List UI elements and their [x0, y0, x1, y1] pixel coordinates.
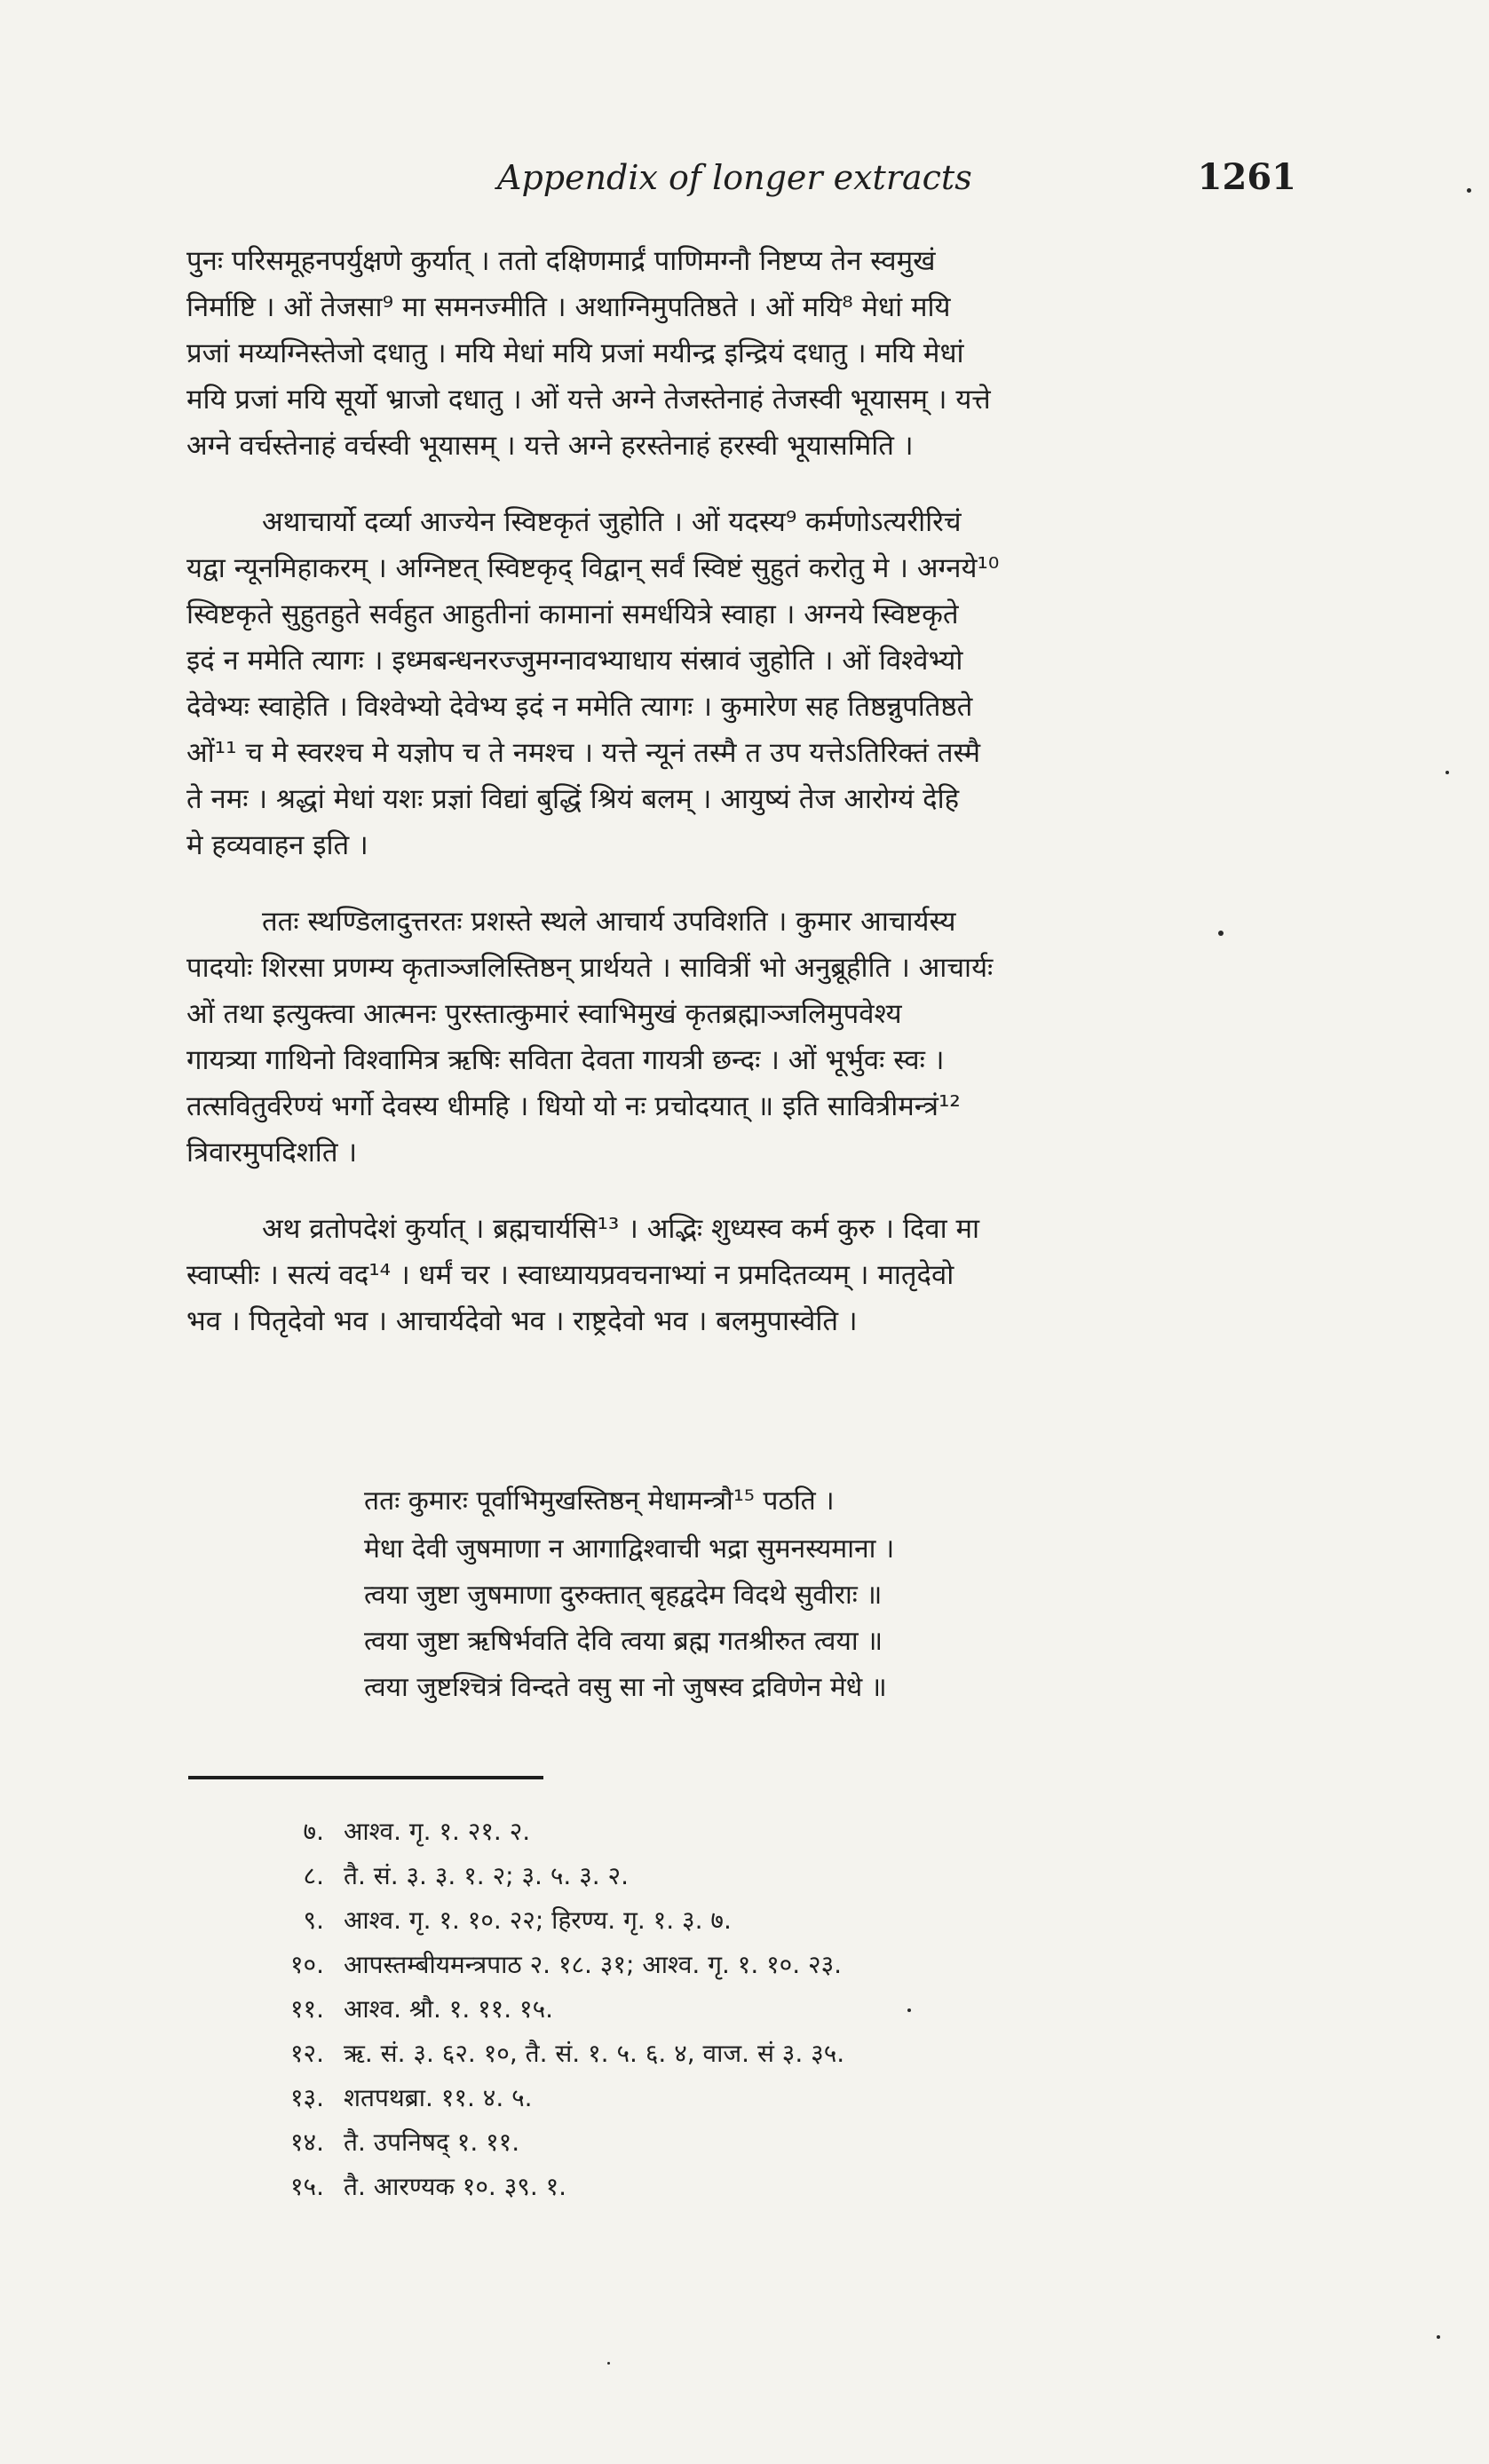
- footnote: [222, 2032, 1199, 2076]
- footnote-text: आश्व. गृ. १. २१. २.: [344, 1817, 531, 1846]
- footnote: [222, 2165, 1199, 2209]
- scan-speck: [1467, 188, 1471, 193]
- footnote-text: आश्व. श्रौ. १. ११. १५.: [344, 1994, 554, 2024]
- scan-speck: [1437, 2335, 1440, 2339]
- scan-speck: [907, 2008, 911, 2012]
- verse-line: त्वया जुष्टा ऋषिर्भवति देवि त्वया ब्रह्म गतश्रीरुत त्वया ॥: [364, 1626, 883, 1657]
- paragraph: ततः स्थण्डिलादुत्तरतः प्रशस्ते स्थले आचार्य उपविशति । कुमार आचार्यस्य पादयोः शिरसा प्रणम्य कृताञ्जलिस्तिष्ठन् प्रार्थयते । सावित्रीं भो अनुब्रूहीति । आचार्यः ओं तथा इत्युक्त्वा आत्मनः पुरस्तात्कुमारं स्वाभिमुखं कृतब्रह्माञ्जलिमुपवेश्य गायत्र्या गाथिनो विश्वामित्र ऋषिः सविता देवता गायत्री छन्दः । ओं भूर्भुवः स्वः । तत्सवितुर्वरेण्यं भर्गो देवस्य धीमहि । धियो यो नः प्रचोदयात् ॥ इति सावित्रीमन्त्रं¹² त्रिवारमुपदिशति ।: [186, 906, 994, 1169]
- footnote: [222, 1810, 1199, 1854]
- footnote-text: तै. आरण्यक १०. ३९. १.: [344, 2172, 567, 2201]
- verse-line: त्वया जुष्टा जुषमाणा दुरुक्तात् बृहद्वदेम विदथे सुवीराः ॥: [364, 1580, 883, 1611]
- footnote-text: तै. उपनिषद् १. ११.: [344, 2127, 520, 2157]
- footnote-number: १४.: [289, 2127, 324, 2157]
- running-title: Appendix of longer extracts: [497, 158, 972, 197]
- scan-speck: [607, 2362, 610, 2365]
- footnote-text: आपस्तम्बीयमन्त्रपाठ २. १८. ३१; आश्व. गृ. १. १०. २३.: [344, 1950, 843, 1979]
- footnote-text: ऋ. सं. ३. ६२. १०, तै. सं. १. ५. ६. ४, वाज. सं ३. ३५.: [344, 2039, 845, 2068]
- footnote: [222, 1854, 1199, 1898]
- footnote-number: ७.: [303, 1817, 324, 1846]
- scan-speck: [1218, 931, 1224, 936]
- footnote-text: शतपथब्रा. ११. ४. ५.: [344, 2083, 533, 2112]
- page-number: 1261: [1197, 156, 1296, 198]
- page-header: [497, 149, 1296, 220]
- footnote: [222, 2120, 1199, 2165]
- scan-speck: [1445, 771, 1449, 774]
- footnote: [222, 1943, 1199, 1987]
- verse-line: त्वया जुष्टश्चित्रं विन्दते वसु सा नो जुषस्व द्रविणेन मेधे ॥: [364, 1672, 887, 1703]
- footnote-number: ११.: [289, 1994, 324, 2024]
- footnote-rule: [188, 1776, 543, 1779]
- footnote-number: ९.: [303, 1905, 324, 1935]
- footnotes: [222, 1810, 1199, 2209]
- paragraph: अथाचार्यो दर्व्या आज्येन स्विष्टकृतं जुहोति । ओं यदस्य⁹ कर्मणोऽत्यरीरिचं यद्वा न्यूनमिहाकरम् । अग्निष्टत् स्विष्टकृद् विद्वान् सर्वं स्विष्टं सुहुतं करोतु मे । अग्नये¹⁰ स्विष्टकृते सुहुतहुते सर्वहुत आहुतीनां कामानां समर्धयित्रे स्वाहा । अग्नये स्विष्टकृते इदं न ममेति त्यागः । इध्मबन्धनरज्जुमग्नावभ्याधाय संस्रावं जुहोति । ओं विश्वेभ्यो देवेभ्यः स्वाहेति । विश्वेभ्यो देवेभ्य इदं न ममेति त्यागः । कुमारेण सह तिष्ठन्नुपतिष्ठते ओं¹¹ च मे स्वरश्च मे यज्ञोप च ते नमश्च । यत्ते न्यूनं तस्मै त उप यत्तेऽतिरिक्तं तस्मै ते नमः । श्रद्धां मेधां यशः प्रज्ञां विद्यां बुद्धिं श्रियं बलम् । आयुष्यं तेज आरोग्यं देहि मे हव्यवाहन इति ।: [186, 506, 1000, 861]
- footnote-text: तै. सं. ३. ३. १. २; ३. ५. ३. २.: [344, 1861, 630, 1890]
- footnote-number: १३.: [289, 2083, 324, 2112]
- footnote: [222, 1898, 1199, 1943]
- verse-block: [364, 1478, 1287, 1711]
- footnote-number: १०.: [289, 1950, 324, 1979]
- footnote-number: ८.: [303, 1861, 324, 1890]
- footnote-number: १५.: [289, 2172, 324, 2201]
- verse-intro: ततः कुमारः पूर्वाभिमुखस्तिष्ठन् मेधामन्त्रौ¹⁵ पठति ।: [364, 1486, 835, 1517]
- footnote: [222, 2076, 1199, 2120]
- footnote: [222, 1987, 1199, 2032]
- footnote-number: १२.: [289, 2039, 324, 2068]
- paragraph: पुनः परिसमूहनपर्युक्षणे कुर्यात् । ततो दक्षिणमार्द्रं पाणिमग्नौ निष्टप्य तेन स्वमुखं निर्माष्टि । ओं तेजसा⁹ मा समनज्मीति । अथाग्निमुपतिष्ठते । ओं मयि⁸ मेधां मयि प्रजां मय्यग्निस्तेजो दधातु । मयि मेधां मयि प्रजां मयीन्द्र इन्द्रियं दधातु । मयि मेधां मयि प्रजां मयि सूर्यो भ्राजो दधातु । ओं यत्ते अग्ने तेजस्तेनाहं तेजस्वी भूयासम् । यत्ते अग्ने वर्चस्तेनाहं वर्चस्वी भूयासम् । यत्ते अग्ने हरस्तेनाहं हरस्वी भूयासमिति ।: [186, 245, 991, 462]
- paragraph: अथ व्रतोपदेशं कुर्यात् । ब्रह्मचार्यसि¹³ । अद्भिः शुध्यस्व कर्म कुरु । दिवा मा स्वाप्सीः । सत्यं वद¹⁴ । धर्मं चर । स्वाध्यायप्रवचनाभ्यां न प्रमदितव्यम् । मातृदेवो भव । पितृदेवो भव । आचार्यदेवो भव । राष्ट्रदेवो भव । बलमुपास्वेति ।: [186, 1213, 980, 1337]
- verse-line: मेधा देवी जुषमाणा न आगाद्विश्वाची भद्रा सुमनस्यमाना ।: [364, 1533, 895, 1565]
- footnote-text: आश्व. गृ. १. १०. २२; हिरण्य. गृ. १. ३. ७.: [344, 1905, 732, 1935]
- body-text: [186, 238, 1296, 1375]
